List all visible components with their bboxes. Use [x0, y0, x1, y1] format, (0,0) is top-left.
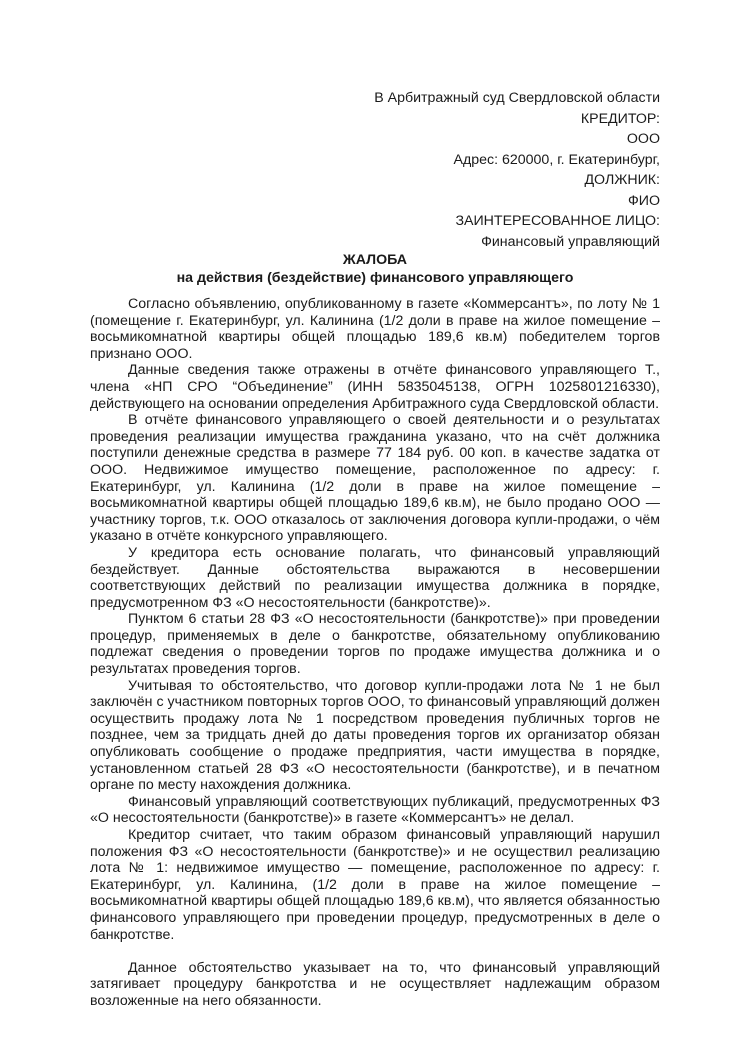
body-paragraph: Финансовый управляющий соответствующих публикаций, предусмотренных ФЗ «О несостоятельности (банкротстве)» в газете «Коммерсантъ» не делал. [90, 793, 660, 827]
addressee-block [374, 88, 660, 252]
title-main: ЖАЛОБА [342, 252, 408, 268]
document-title [90, 251, 660, 287]
creditor-address: Адрес: 620000, г. Екатеринбург, [453, 151, 660, 168]
body-paragraph: Учитывая то обстоятельство, что договор купли-продажи лота № 1 не был заключён с участником повторных торгов ООО, то финансовый управляющий должен осуществить продажу лота № 1 посредством проведения публичных торгов не позднее, чем за тридцать дней до даты проведения торгов их организатор обязан опубликовать сообщение о продаже предприятия, части имущества в порядке, установленном статьей 28 ФЗ «О несостоятельности (банкротстве), и в печатном органе по месту нахождения должника. [90, 677, 660, 794]
debtor-label: ДОЛЖНИК: [584, 172, 660, 188]
creditor-name: ООО [626, 131, 660, 147]
creditor-label: КРЕДИТОР: [580, 110, 660, 127]
interested-party-name: Финансовый управляющий [481, 233, 660, 250]
body-paragraph: Пунктом 6 статьи 28 ФЗ «О несостоятельности (банкротстве)» при проведении процедур, применяемых в деле о банкротстве, обязательному опубликованию подлежат сведения о проведении торгов по продаже имущества должника и о результатах проведения торгов. [90, 611, 660, 678]
title-subtitle: на действия (бездействие) финансового управляющего [176, 270, 574, 286]
body-paragraph: Согласно объявлению, опубликованному в газете «Коммерсантъ», по лоту № 1 (помещение г. Екатеринбург, ул. Калинина (1/2 доли в праве на жилое помещение – восьмикомнатной квартиры общей площадью 189,6 кв.м) победителем торгов признано ООО. [90, 296, 660, 362]
debtor-name: ФИО [627, 192, 660, 209]
body-paragraph: У кредитора есть основание полагать, что финансовый управляющий бездействует. Данные обстоятельства выражаются в несовершении соответствующих действий по реализации имущества должника в порядке, предусмотренном ФЗ «О несостоятельности (банкротстве)». [90, 544, 660, 611]
body-paragraph: В отчёте финансового управляющего о своей деятельности и о результатах проведения реализации имущества гражданина указано, что на счёт должника поступили денежные средства в размере 77 184 руб. 00 коп. в качестве задатка от ООО. Недвижимое имущество помещение, расположенное по адресу: г. Екатеринбург, ул. Калинина (1/2 доли в праве на жилое помещение – восьмикомнатной квартиры общей площадью 189,6 кв.м), не было продано ООО — участнику торгов, т.к. ООО отказалось от заключения договора купли-продажи, о чём указано в отчёте конкурсного управляющего. [90, 412, 660, 545]
body-paragraph: Данные сведения также отражены в отчёте финансового управляющего Т., члена «НП СРО “Объединение” (ИНН 5835045138, ОГРН 1025801216330), действующего на основании определения Арбитражного суда Свердловской области. [90, 362, 660, 412]
court-name: В Арбитражный суд Свердловской области [374, 90, 660, 106]
body-paragraph: Кредитор считает, что таким образом финансовый управляющий нарушил положения ФЗ «О несостоятельности (банкротстве)» и не осуществил реализацию лота № 1: недвижимое имущество — помещение, расположенное по адресу: г. Екатеринбург, ул. Калинина, (1/2 доли в праве на жилое помещение – восьмикомнатной квартиры общей площадью 189,6 кв.м), что является обязанностью финансового управляющего при проведении процедур, предусмотренных в деле о банкротстве. [90, 827, 660, 943]
interested-party-label: ЗАИНТЕРЕСОВАННОЕ ЛИЦО: [455, 213, 660, 229]
document-body [90, 296, 660, 1010]
body-paragraph-conclusion: Данное обстоятельство указывает на то, что финансовый управляющий затягивает процедуру банкротства и не осуществляет надлежащим образом возложенные на него обязанности. [90, 959, 660, 1009]
